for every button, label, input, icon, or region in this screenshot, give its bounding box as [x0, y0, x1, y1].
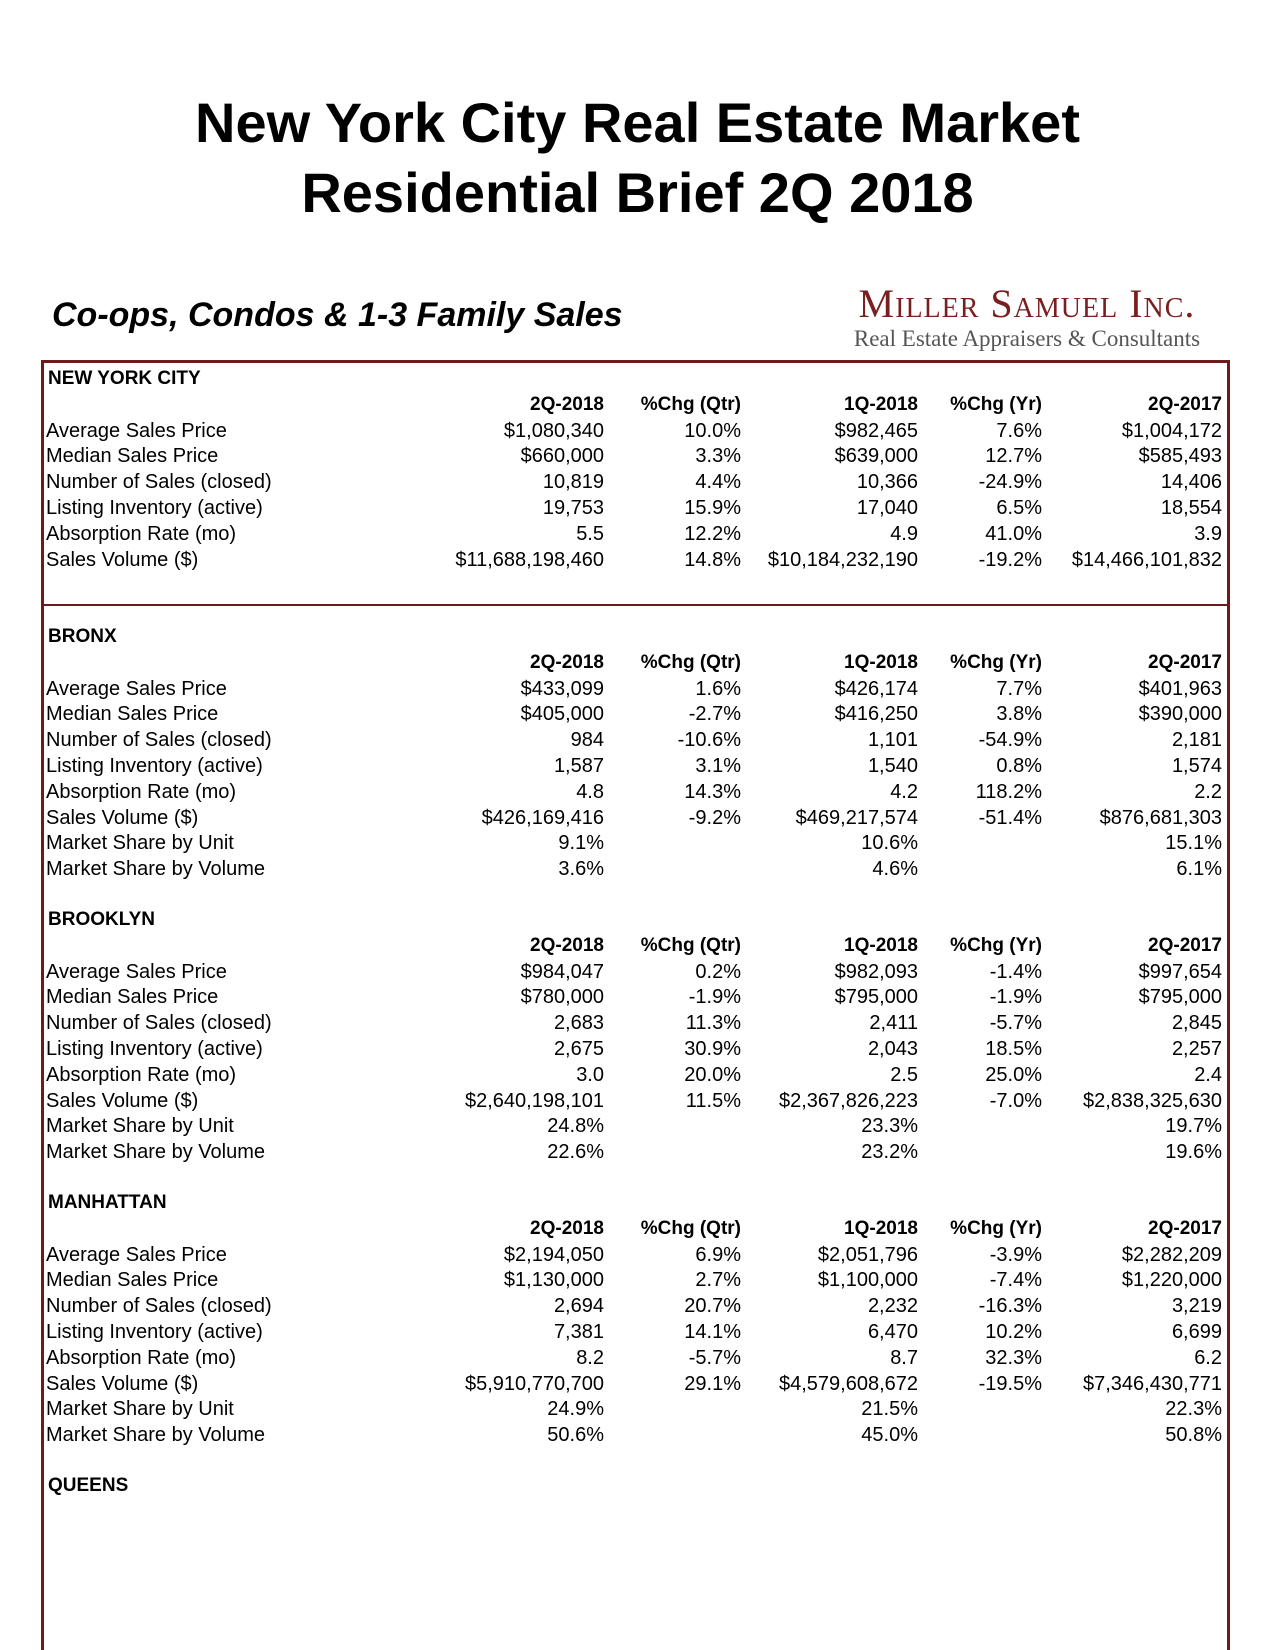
table-row [44, 445, 1227, 472]
table-cell: 2,675 [553, 1038, 604, 1060]
table-cell: $2,051,796 [817, 1243, 918, 1266]
section-title: NEW YORK CITY [48, 368, 201, 389]
table-cell: 29.1% [684, 1372, 741, 1395]
column-header: %Chg (Yr) [950, 1217, 1042, 1239]
table-cell: 118.2% [975, 780, 1042, 803]
row-label: Market Share by Unit [46, 1115, 234, 1138]
table-cell: 8.7 [890, 1346, 918, 1369]
table-cell: -24.9% [978, 471, 1042, 494]
table-cell: -19.2% [978, 548, 1042, 571]
table-cell: 50.8% [1165, 1424, 1222, 1447]
table-cell: 10,819 [542, 471, 604, 494]
table-cell: -9.2% [688, 806, 741, 829]
table-cell: 17,040 [856, 497, 918, 519]
table-cell: 6,470 [867, 1321, 918, 1343]
table-row [44, 1295, 1227, 1322]
table-cell: 3,219 [1171, 1295, 1222, 1318]
table-cell: 984 [570, 729, 604, 752]
table-cell: 4.8 [576, 780, 604, 803]
table-row [44, 471, 1227, 498]
table-cell: 14.3% [684, 780, 741, 803]
table-row [44, 678, 1227, 705]
table-cell: 10.0% [684, 419, 741, 442]
table-cell: 10.6% [861, 832, 918, 855]
column-header: 2Q-2017 [1148, 393, 1222, 415]
table-row [44, 1321, 1227, 1348]
table-cell: 18.5% [985, 1038, 1042, 1060]
row-label: Market Share by Unit [46, 1398, 234, 1421]
row-label: Average Sales Price [46, 1243, 227, 1266]
table-row [44, 1141, 1227, 1168]
table-cell: -5.7% [688, 1346, 741, 1369]
row-label: Number of Sales (closed) [46, 729, 272, 752]
table-cell: 15.1% [1165, 832, 1222, 855]
column-header: 2Q-2018 [530, 393, 604, 415]
table-cell: 8.2 [576, 1346, 604, 1369]
column-header: 2Q-2018 [530, 934, 604, 956]
table-row [44, 1269, 1227, 1296]
table-cell: 2,181 [1171, 729, 1222, 752]
title-line-2: Residential Brief 2Q 2018 [301, 161, 974, 224]
table-cell: $660,000 [520, 445, 604, 468]
row-label: Market Share by Volume [46, 858, 265, 881]
table-cell: 3.0 [576, 1063, 604, 1086]
table-row [44, 1244, 1227, 1271]
column-header: 2Q-2018 [530, 651, 604, 673]
table-cell: 50.6% [547, 1424, 604, 1447]
table-cell: 2,043 [867, 1038, 918, 1060]
row-label: Listing Inventory (active) [46, 1321, 263, 1343]
table-cell: $639,000 [834, 445, 918, 468]
table-cell: $390,000 [1138, 703, 1222, 726]
column-header: %Chg (Yr) [950, 934, 1042, 956]
table-cell: 2,257 [1171, 1038, 1222, 1060]
table-row [44, 832, 1227, 859]
section-title: BROOKLYN [48, 909, 155, 930]
table-cell: 21.5% [861, 1398, 918, 1421]
logo-name: Miller Samuel Inc. [858, 281, 1196, 326]
table-cell: 0.8% [996, 755, 1042, 777]
table-cell: -54.9% [978, 729, 1042, 752]
table-cell: 6,699 [1171, 1321, 1222, 1343]
table-row [44, 961, 1227, 988]
row-label: Market Share by Unit [46, 832, 234, 855]
column-header: 1Q-2018 [844, 393, 918, 415]
row-label: Listing Inventory (active) [46, 755, 263, 777]
row-label: Listing Inventory (active) [46, 1038, 263, 1060]
column-header-row [44, 1218, 1227, 1245]
table-cell: $795,000 [1138, 986, 1222, 1009]
table-row [44, 523, 1227, 550]
table-cell: 6.1% [1176, 858, 1222, 881]
row-label: Sales Volume ($) [46, 1089, 199, 1112]
table-cell: 2,845 [1171, 1012, 1222, 1035]
row-label: Average Sales Price [46, 960, 227, 983]
table-row [44, 729, 1227, 756]
table-cell: -19.5% [978, 1372, 1042, 1395]
table-cell: $14,466,101,832 [1071, 548, 1222, 571]
column-header: 1Q-2018 [844, 934, 918, 956]
row-label: Median Sales Price [46, 703, 219, 726]
table-cell: $416,250 [834, 703, 918, 726]
table-row [44, 755, 1227, 782]
table-row [44, 807, 1227, 834]
row-label: Median Sales Price [46, 445, 219, 468]
table-cell: $2,838,325,630 [1082, 1089, 1222, 1112]
table-cell: $2,282,209 [1121, 1243, 1222, 1266]
table-cell: -3.9% [989, 1243, 1042, 1266]
table-row [44, 1347, 1227, 1374]
table-cell: 45.0% [861, 1424, 918, 1447]
column-header: %Chg (Yr) [950, 393, 1042, 415]
row-label: Sales Volume ($) [46, 1372, 199, 1395]
row-label: Market Share by Volume [46, 1141, 265, 1164]
table-cell: 2,411 [869, 1012, 918, 1035]
table-cell: -1.9% [989, 986, 1042, 1009]
table-cell: $7,346,430,771 [1082, 1372, 1222, 1395]
row-label: Sales Volume ($) [46, 548, 199, 571]
table-cell: 19.6% [1165, 1141, 1222, 1164]
table-cell: $2,367,826,223 [778, 1089, 918, 1112]
row-label: Average Sales Price [46, 677, 227, 700]
table-cell: 2,694 [553, 1295, 604, 1318]
table-cell: 7.7% [996, 677, 1042, 700]
table-cell: 12.2% [684, 522, 741, 545]
table-row [44, 1115, 1227, 1142]
table-row [44, 1398, 1227, 1425]
row-label: Absorption Rate (mo) [46, 522, 237, 545]
table-cell: 19.7% [1165, 1115, 1222, 1138]
table-cell: $2,194,050 [503, 1243, 604, 1266]
table-cell: 20.7% [684, 1295, 741, 1318]
table-row [44, 1424, 1227, 1451]
company-logo [847, 282, 1207, 352]
table-cell: 23.2% [861, 1141, 918, 1164]
table-cell: -7.4% [989, 1269, 1042, 1292]
table-cell: 11.5% [685, 1089, 741, 1112]
table-cell: 14.8% [684, 548, 741, 571]
row-label: Absorption Rate (mo) [46, 780, 237, 803]
column-header: 1Q-2018 [844, 1217, 918, 1239]
table-cell: $469,217,574 [795, 806, 918, 829]
table-cell: 12.7% [985, 445, 1042, 468]
table-cell: $997,654 [1138, 960, 1222, 983]
table-row [44, 497, 1227, 524]
table-cell: $984,047 [520, 960, 604, 983]
section-title: MANHATTAN [48, 1192, 167, 1213]
table-cell: 7.6% [996, 419, 1042, 442]
table-cell: 2.7% [695, 1269, 741, 1292]
column-header: %Chg (Qtr) [640, 651, 741, 673]
table-cell: $795,000 [834, 986, 918, 1009]
table-cell: 2.5 [890, 1063, 918, 1086]
table-cell: 2.2 [1194, 780, 1222, 803]
table-cell: 1,587 [553, 755, 604, 777]
table-cell: 1,540 [867, 755, 918, 777]
table-cell: 5.5 [576, 522, 604, 545]
table-cell: 3.3% [695, 445, 741, 468]
column-header: 2Q-2018 [530, 1217, 604, 1239]
table-cell: 14,406 [1160, 471, 1222, 494]
table-cell: $1,004,172 [1121, 419, 1222, 442]
row-label: Median Sales Price [46, 1269, 219, 1292]
row-label: Average Sales Price [46, 419, 227, 442]
table-cell: 1.6% [695, 677, 741, 700]
column-header: 1Q-2018 [844, 651, 918, 673]
table-cell: 4.2 [890, 780, 918, 803]
row-label: Number of Sales (closed) [46, 1295, 272, 1318]
table-cell: 3.8% [996, 703, 1042, 726]
table-cell: -7.0% [989, 1089, 1042, 1112]
table-cell: $982,093 [834, 960, 918, 983]
table-cell: -51.4% [978, 806, 1042, 829]
table-cell: 4.9 [890, 522, 918, 545]
table-cell: 22.3% [1165, 1398, 1222, 1421]
table-row [44, 1064, 1227, 1091]
table-cell: $1,220,000 [1121, 1269, 1222, 1292]
table-cell: $426,174 [834, 677, 918, 700]
table-cell: 22.6% [547, 1141, 604, 1164]
table-cell: 7,381 [553, 1321, 604, 1343]
column-header-row [44, 394, 1227, 421]
table-cell: 1,574 [1171, 755, 1222, 777]
table-row [44, 703, 1227, 730]
table-cell: $585,493 [1138, 445, 1222, 468]
document-subtitle: Co-ops, Condos & 1-3 Family Sales [52, 296, 623, 334]
column-header: 2Q-2017 [1148, 934, 1222, 956]
row-label: Market Share by Volume [46, 1424, 265, 1447]
table-row [44, 1012, 1227, 1039]
table-cell: -2.7% [688, 703, 741, 726]
table-cell: 10.2% [985, 1321, 1042, 1343]
column-header: %Chg (Yr) [950, 651, 1042, 673]
table-cell: $1,100,000 [817, 1269, 918, 1292]
table-cell: 30.9% [684, 1038, 741, 1060]
table-cell: $433,099 [520, 677, 604, 700]
table-cell: 14.1% [684, 1321, 741, 1343]
table-row [44, 858, 1227, 885]
title-line-1: New York City Real Estate Market [195, 91, 1080, 154]
table-row [44, 781, 1227, 808]
section-title: BRONX [48, 626, 117, 647]
table-cell: 6.2 [1194, 1346, 1222, 1369]
column-header: 2Q-2017 [1148, 651, 1222, 673]
table-cell: $5,910,770,700 [464, 1372, 604, 1395]
table-cell: 0.2% [695, 960, 741, 983]
table-cell: 1,101 [867, 729, 918, 752]
table-cell: 2,683 [553, 1012, 604, 1035]
table-cell: 4.4% [695, 471, 741, 494]
row-label: Median Sales Price [46, 986, 219, 1009]
row-label: Absorption Rate (mo) [46, 1346, 237, 1369]
table-row [44, 1373, 1227, 1400]
table-cell: $405,000 [520, 703, 604, 726]
table-cell: $1,130,000 [503, 1269, 604, 1292]
row-label: Absorption Rate (mo) [46, 1063, 237, 1086]
table-cell: 2,232 [867, 1295, 918, 1318]
table-cell: 2.4 [1194, 1063, 1222, 1086]
table-cell: -16.3% [978, 1295, 1042, 1318]
table-cell: 3.6% [558, 858, 604, 881]
section-divider [44, 604, 1227, 606]
table-cell: 20.0% [684, 1063, 741, 1086]
column-header-row [44, 652, 1227, 679]
table-cell: 11.3% [685, 1012, 741, 1035]
table-cell: -1.9% [688, 986, 741, 1009]
row-label: Number of Sales (closed) [46, 1012, 272, 1035]
column-header: %Chg (Qtr) [640, 934, 741, 956]
table-row [44, 1038, 1227, 1065]
table-cell: 4.6% [872, 858, 918, 881]
column-header: %Chg (Qtr) [640, 393, 741, 415]
table-cell: $401,963 [1138, 677, 1222, 700]
table-cell: 18,554 [1160, 497, 1222, 519]
table-cell: 10,366 [856, 471, 918, 494]
table-cell: 41.0% [985, 522, 1042, 545]
table-cell: 6.5% [996, 497, 1042, 519]
table-cell: $876,681,303 [1099, 806, 1222, 829]
table-cell: 23.3% [861, 1115, 918, 1138]
table-cell: -10.6% [677, 729, 741, 752]
table-cell: 3.1% [695, 755, 741, 777]
table-cell: $1,080,340 [503, 419, 604, 442]
table-cell: $982,465 [834, 419, 918, 442]
table-cell: 3.9 [1194, 522, 1222, 545]
column-header: %Chg (Qtr) [640, 1217, 741, 1239]
table-cell: 19,753 [542, 497, 604, 519]
table-row [44, 420, 1227, 447]
table-cell: -5.7% [989, 1012, 1042, 1035]
table-cell: 24.9% [547, 1398, 604, 1421]
table-cell: $4,579,608,672 [778, 1372, 918, 1395]
table-cell: 9.1% [558, 832, 604, 855]
section-title: QUEENS [48, 1475, 129, 1496]
table-row [44, 549, 1227, 576]
table-cell: $780,000 [520, 986, 604, 1009]
table-cell: -1.4% [989, 960, 1042, 983]
table-cell: $10,184,232,190 [767, 548, 918, 571]
column-header-row [44, 935, 1227, 962]
document-title [0, 88, 1275, 228]
row-label: Number of Sales (closed) [46, 471, 272, 494]
row-label: Sales Volume ($) [46, 806, 199, 829]
table-row [44, 1090, 1227, 1117]
table-cell: $2,640,198,101 [464, 1089, 604, 1112]
table-cell: 6.9% [695, 1243, 741, 1266]
logo-tagline: Real Estate Appraisers & Consultants [853, 326, 1201, 351]
table-cell: 25.0% [985, 1063, 1042, 1086]
row-label: Listing Inventory (active) [46, 497, 263, 519]
table-row [44, 986, 1227, 1013]
table-cell: 15.9% [684, 497, 741, 519]
table-cell: 32.3% [985, 1346, 1042, 1369]
table-cell: 24.8% [547, 1115, 604, 1138]
table-cell: $11,688,198,460 [455, 548, 604, 571]
column-header: 2Q-2017 [1148, 1217, 1222, 1239]
table-cell: $426,169,416 [481, 806, 604, 829]
